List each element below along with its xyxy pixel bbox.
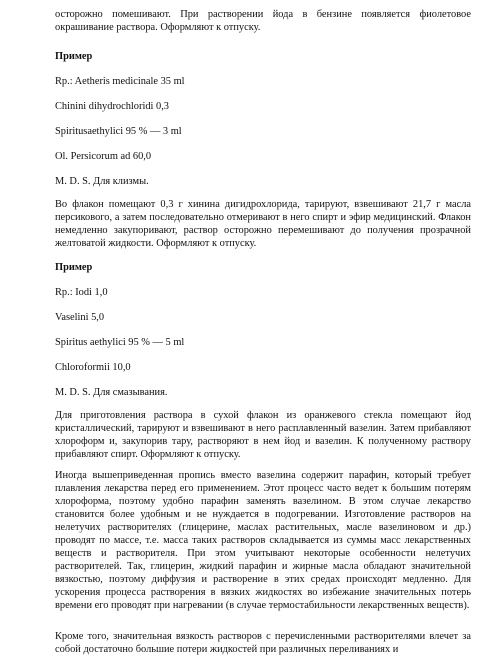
rx-line-7: Vaselini 5,0	[55, 312, 105, 323]
paragraph-viscosity: Кроме того, значительная вязкость растворов с перечисленными растворителями влечет за собой достаточно большие потери жидкостей при различных переливаниях и	[55, 631, 471, 655]
paragraph-intro: осторожно помешивают. При растворении йода в бензине появляется фиолетовое окрашивание раствора. Оформляют к отпуску.	[55, 9, 471, 33]
rx-line-10: M. D. S. Для смазывания.	[55, 387, 168, 398]
rx-line-3: Spiritusaethylici 95 % — 3 ml	[55, 126, 182, 137]
paragraph-procedure-2: Для приготовления раствора в сухой флакон из оранжевого стекла помещают йод кристаллический, тарируют и взвешивают в него расплавленный вазелин. Затем прибавляют хлороформ и, закупорив тару, растворяют в нем йод и вазелин. К полученному раствору прибавляют спирт. Оформляют к отпуску.	[55, 410, 471, 460]
rx-line-8: Spiritus aethylici 95 % — 5 ml	[55, 337, 185, 348]
rx-line-2: Chinini dihydrochloridi 0,3	[55, 101, 170, 112]
rx-line-5: M. D. S. Для клизмы.	[55, 176, 149, 187]
rx-line-1: Rp.: Aetheris medicinale 35 ml	[55, 76, 185, 87]
paragraph-nonvolatile-solvents: Иногда вышеприведенная пропись вместо вазелина содержит парафин, который требует плавления лекарства перед его применением. Этот процесс часто ведет к большим потерям хлороформа, поэтому удобно парафин заменять вазелином. В этом случае лекарство становится более удобным и не нуждается в подогревании. Изготовление растворов на нелетучих растворителях (глицерине, маслах растительных, масле вазелиновом и др.) проводят по массе, т.е. масса таких растворов складывается из суммы масс лекарственных веществ и растворителя. При этом учитывают некоторые особенности нелетучих растворителей. Так, глицерин, жидкий парафин и жирные масла обладают значительной вязкостью, поэтому диффузия и растворение в этих средах происходят медленно. Для ускорения процесса растворения в вязких жидкостях во избежание значительных потерь времени его проводят при нагревании (в случае термостабильности лекарственных веществ).	[55, 470, 471, 611]
rx-line-9: Chloroformii 10,0	[55, 362, 131, 373]
paragraph-procedure-1: Во флакон помещают 0,3 г хинина дигидрохлорида, тарируют, взвешивают 21,7 г масла персикового, а затем последовательно отмеривают в него спирт и эфир медицинский. Флакон немедленно закупоривают, раствор осторожно перемешивают до получения прозрачной желтоватой жидкости. Оформляют к отпуску.	[55, 199, 471, 249]
rx-line-6: Rp.: Iodi 1,0	[55, 287, 108, 298]
rx-line-4: Ol. Persicorum ad 60,0	[55, 151, 152, 162]
example-heading-1: Пример	[55, 51, 93, 62]
example-heading-2: Пример	[55, 262, 93, 273]
